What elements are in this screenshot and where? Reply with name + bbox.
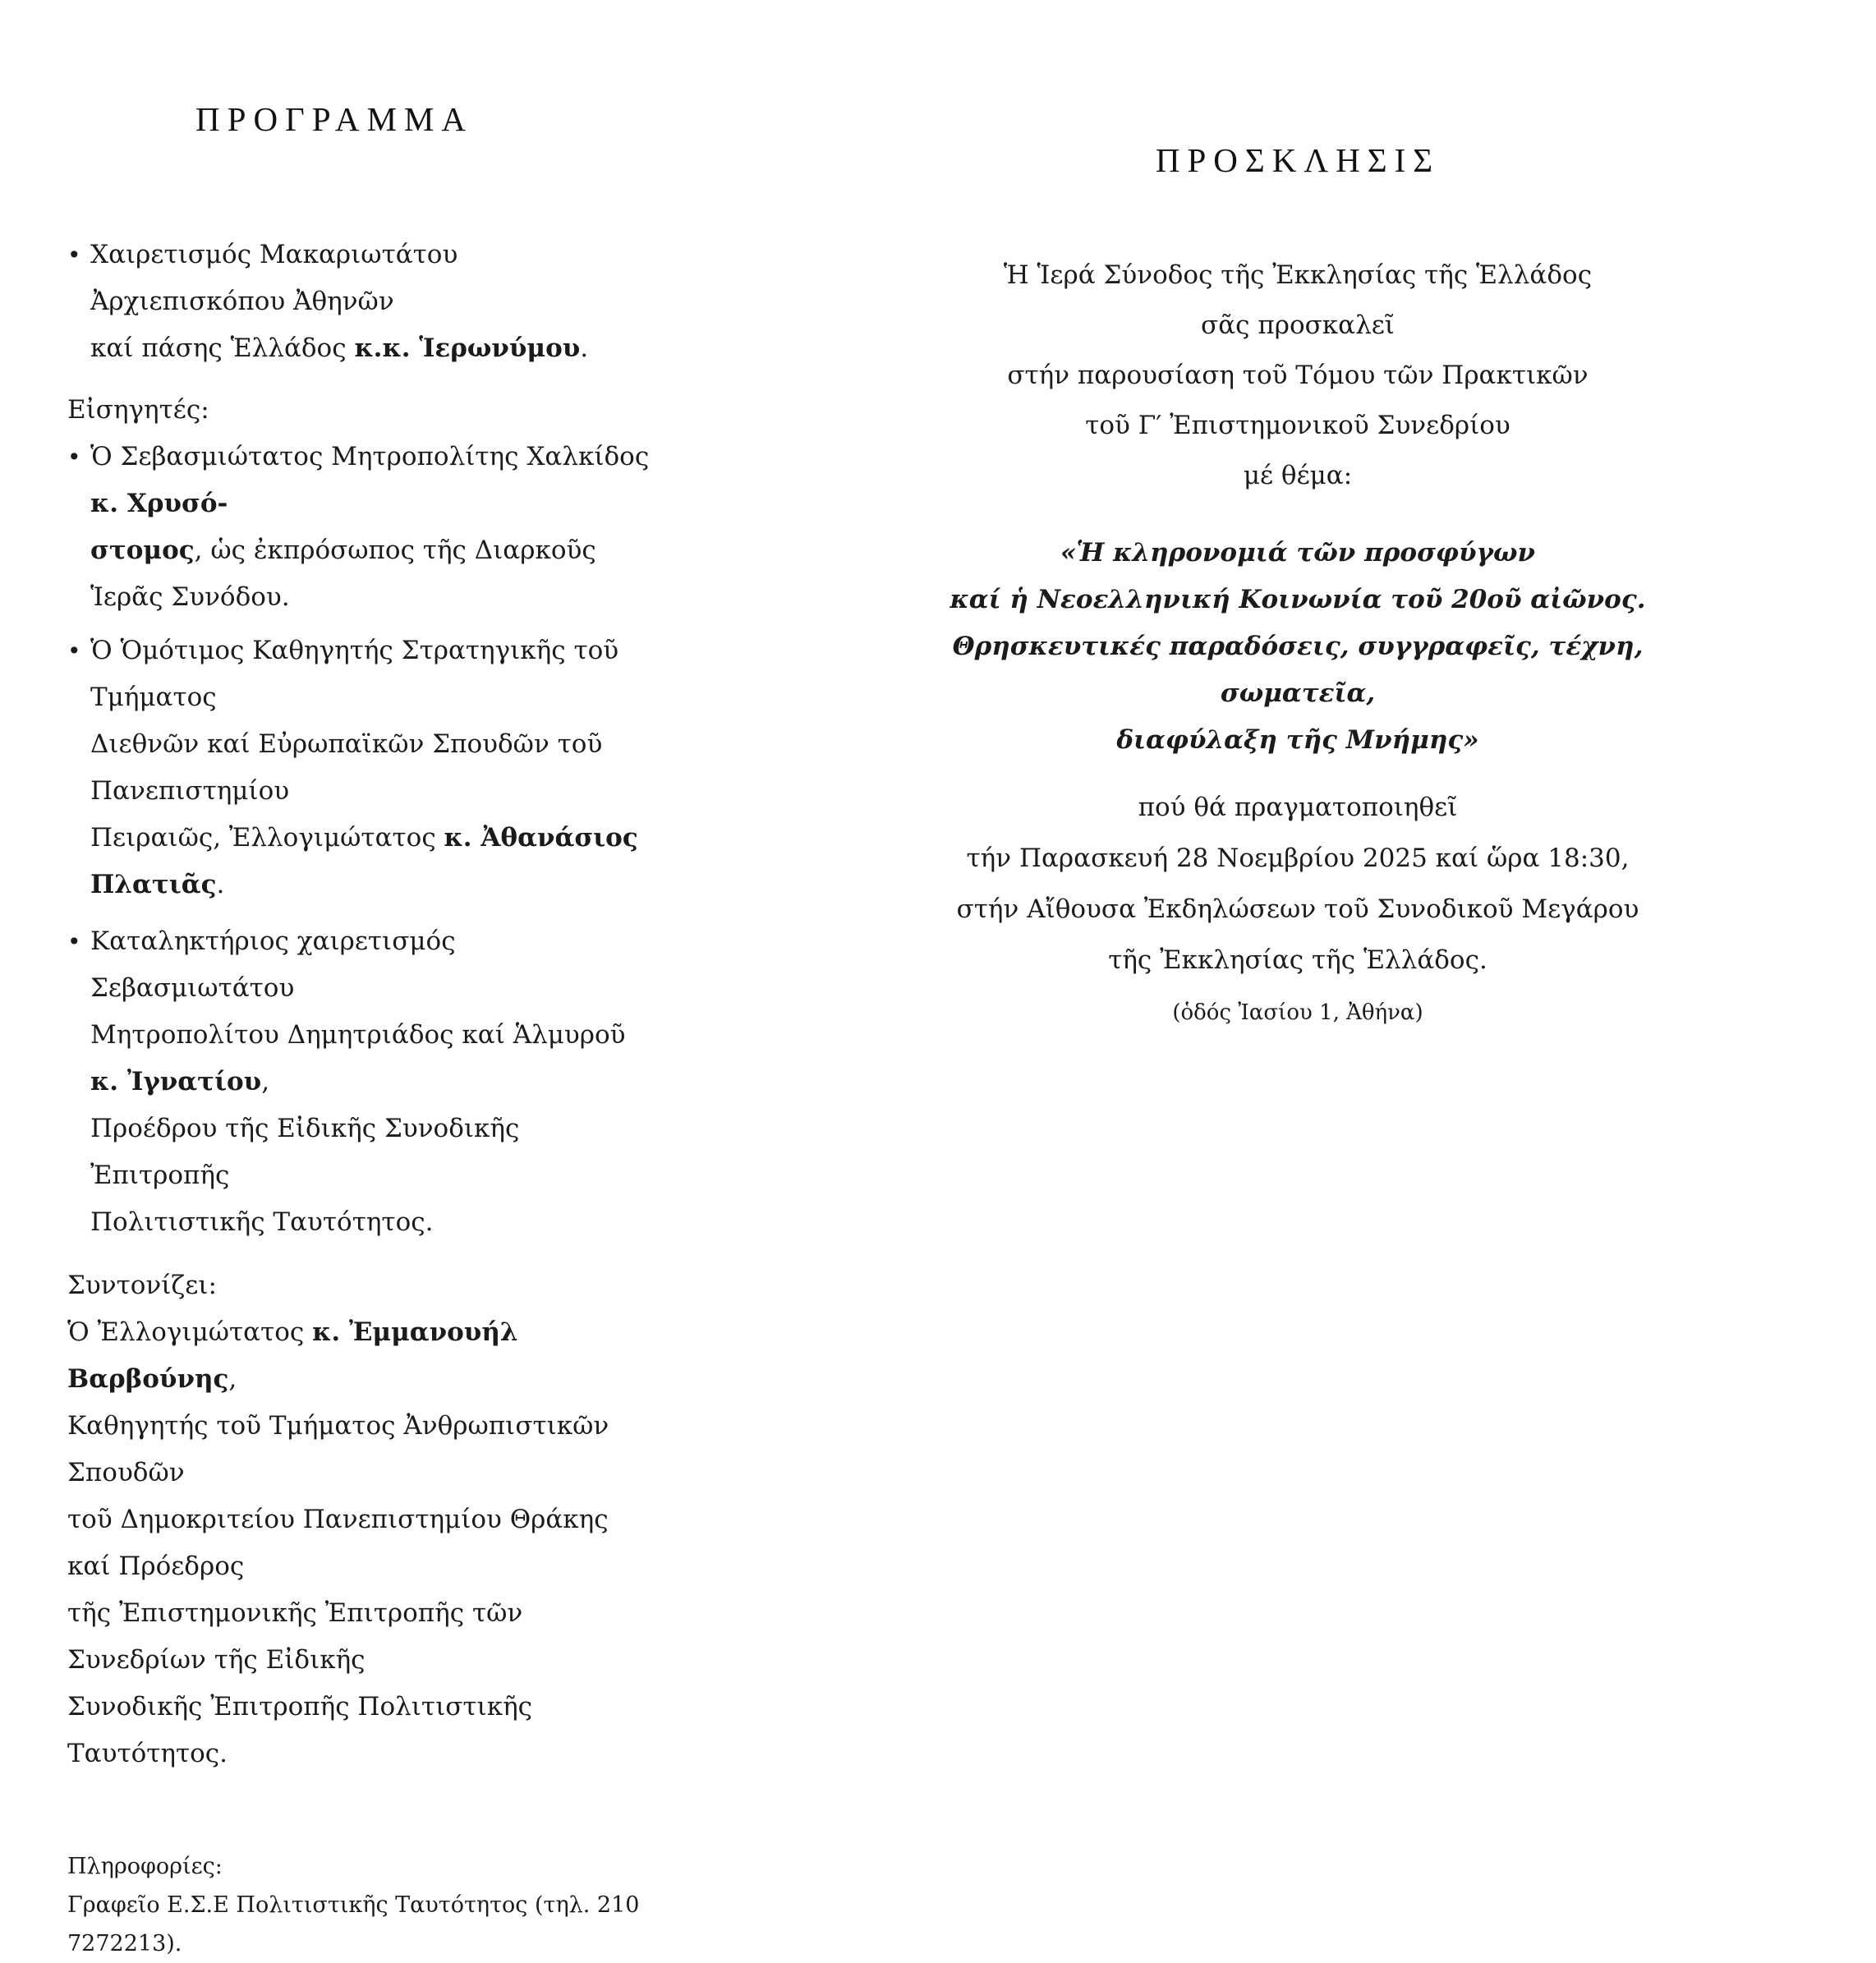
program-item-text: Ὁ Σεβασμιώτατος Μητροπολίτης Χαλκίδος [90,442,650,471]
program-item-text: . [580,333,589,363]
intro-line: σᾶς προσκαλεῖ [1201,310,1395,340]
info-contact-line: Γραφεῖο Ε.Σ.Ε Πολιτιστικῆς Ταυτότητος (τηλ. 210 7272213). [67,1892,640,1956]
speakers-label: Εἰσηγητές: [67,395,209,425]
info-footer [67,1847,651,1963]
intro-line: μέ θέμα: [1243,461,1353,490]
coordinator-line: , [228,1364,237,1394]
program-item-closing [67,918,651,1246]
coordinator-label: Συντονίζει: [67,1271,217,1300]
coordinator-line: τοῦ Δημοκριτείου Πανεπιστημίου Θράκης καί Πρόεδρος [67,1505,609,1581]
program-item-text: Χαιρετισμός Μακαριωτάτου Ἀρχιεπισκόπου Ἀθηνῶν [90,240,458,316]
program-item-text: Διεθνῶν καί Εὐρωπαϊκῶν Σπουδῶν τοῦ Πανεπιστημίου [90,729,603,806]
details-line: τῆς Ἐκκλησίας τῆς Ἑλλάδος. [1108,945,1487,975]
theme-line: Θρησκευτικές παραδόσεις, συγγραφεῖς, τέχνη, σωματεῖα, [952,632,1644,708]
program-item-greeting [67,232,651,372]
person-name: κ. Ἐμμανουήλ Βαρβούνης [67,1317,518,1394]
invitation-intro [887,251,1708,501]
theme-line: διαφύλαξη τῆς Μνήμης» [1116,725,1479,755]
coordinator-line: Ὁ Ἐλλογιμώτατος [67,1317,313,1347]
coordinator-line: Συνοδικῆς Ἐπιτροπῆς Πολιτιστικῆς Ταυτότητος. [67,1692,533,1768]
program-item-text: Καταληκτήριος χαιρετισμός Σεβασμιωτάτου [90,926,456,1003]
intro-line: τοῦ Γ′ Ἐπιστημονικοῦ Συνεδρίου [1085,411,1510,440]
coordinator-line: Καθηγητής τοῦ Τμήματος Ἀνθρωπιστικῶν Σπουδῶν [67,1411,609,1487]
program-item-speaker-2 [67,628,651,908]
program-item-text: Μητροπολίτου Δημητριάδος καί Ἁλμυροῦ [90,1020,626,1050]
person-name: κ. Ἀθανάσιος Πλατιᾶς [90,823,638,899]
bullet-icon: • [67,241,81,269]
program-item-text: Πειραιῶς, Ἐλλογιμώτατος [90,823,444,853]
bullet-icon: • [67,928,81,955]
invitation-page [887,140,1708,1037]
theme-line: «Ἡ κληρονομιά τῶν προσφύγων [1060,538,1535,568]
intro-line: στήν παρουσίαση τοῦ Τόμου τῶν Πρακτικῶν [1007,361,1589,390]
theme-line: καί ἡ Νεοελληνική Κοινωνία τοῦ 20οῦ αἰῶνος. [949,585,1646,614]
program-item-text: , ὡς ἐκπρόσωπος τῆς Διαρκοῦς Ἱερᾶς Συνόδου. [90,536,596,612]
program-item-text: καί πάσης Ἑλλάδος [90,333,355,363]
details-line: πού θά πραγματοποιηθεῖ [1138,793,1458,822]
program-title: ΠΡΟΓΡΑΜΜΑ [195,100,473,138]
program-item-text: Ὁ Ὁμότιμος Καθηγητής Στρατηγικῆς τοῦ Τμήματος [90,636,619,712]
conference-theme [887,530,1708,764]
coordinator-text [67,1309,651,1777]
program-item-speaker-1 [67,434,651,621]
coordinator-line: τῆς Ἐπιστημονικῆς Ἐπιτροπῆς τῶν Συνεδρίων τῆς Εἰδικῆς [67,1598,523,1675]
program-item-text: . [216,870,225,899]
info-label: Πληροφορίες: [67,1854,223,1879]
bullet-icon: • [67,637,81,664]
person-name: κ. Χρυσό- [90,489,228,518]
program-page [67,99,651,1963]
details-line-datetime: τήν Παρασκευή 28 Νοεμβρίου 2025 καί ὥρα 18:30, [966,844,1630,873]
details-line-venue: στήν Αἴθουσα Ἐκδηλώσεων τοῦ Συνοδικοῦ Μεγάρου [956,894,1639,924]
bullet-icon: • [67,444,81,471]
program-item-text: Πολιτιστικῆς Ταυτότητος. [90,1207,434,1237]
person-name: κ.κ. Ἱερωνύμου [354,333,581,363]
program-item-text: Προέδρου τῆς Εἰδικῆς Συνοδικῆς Ἐπιτροπῆς [90,1114,520,1190]
program-item-text: , [261,1067,270,1096]
venue-address: (ὁδός Ἰασίου 1, Ἀθήνα) [1172,1000,1423,1025]
person-name: στομος [90,536,195,565]
person-name: κ. Ἰγνατίου [90,1067,262,1096]
event-details [887,782,1708,1037]
intro-line: Ἡ Ἱερά Σύνοδος τῆς Ἐκκλησίας τῆς Ἑλλάδος [1003,260,1593,290]
invitation-title: ΠΡΟΣΚΛΗΣΙΣ [1155,141,1441,179]
